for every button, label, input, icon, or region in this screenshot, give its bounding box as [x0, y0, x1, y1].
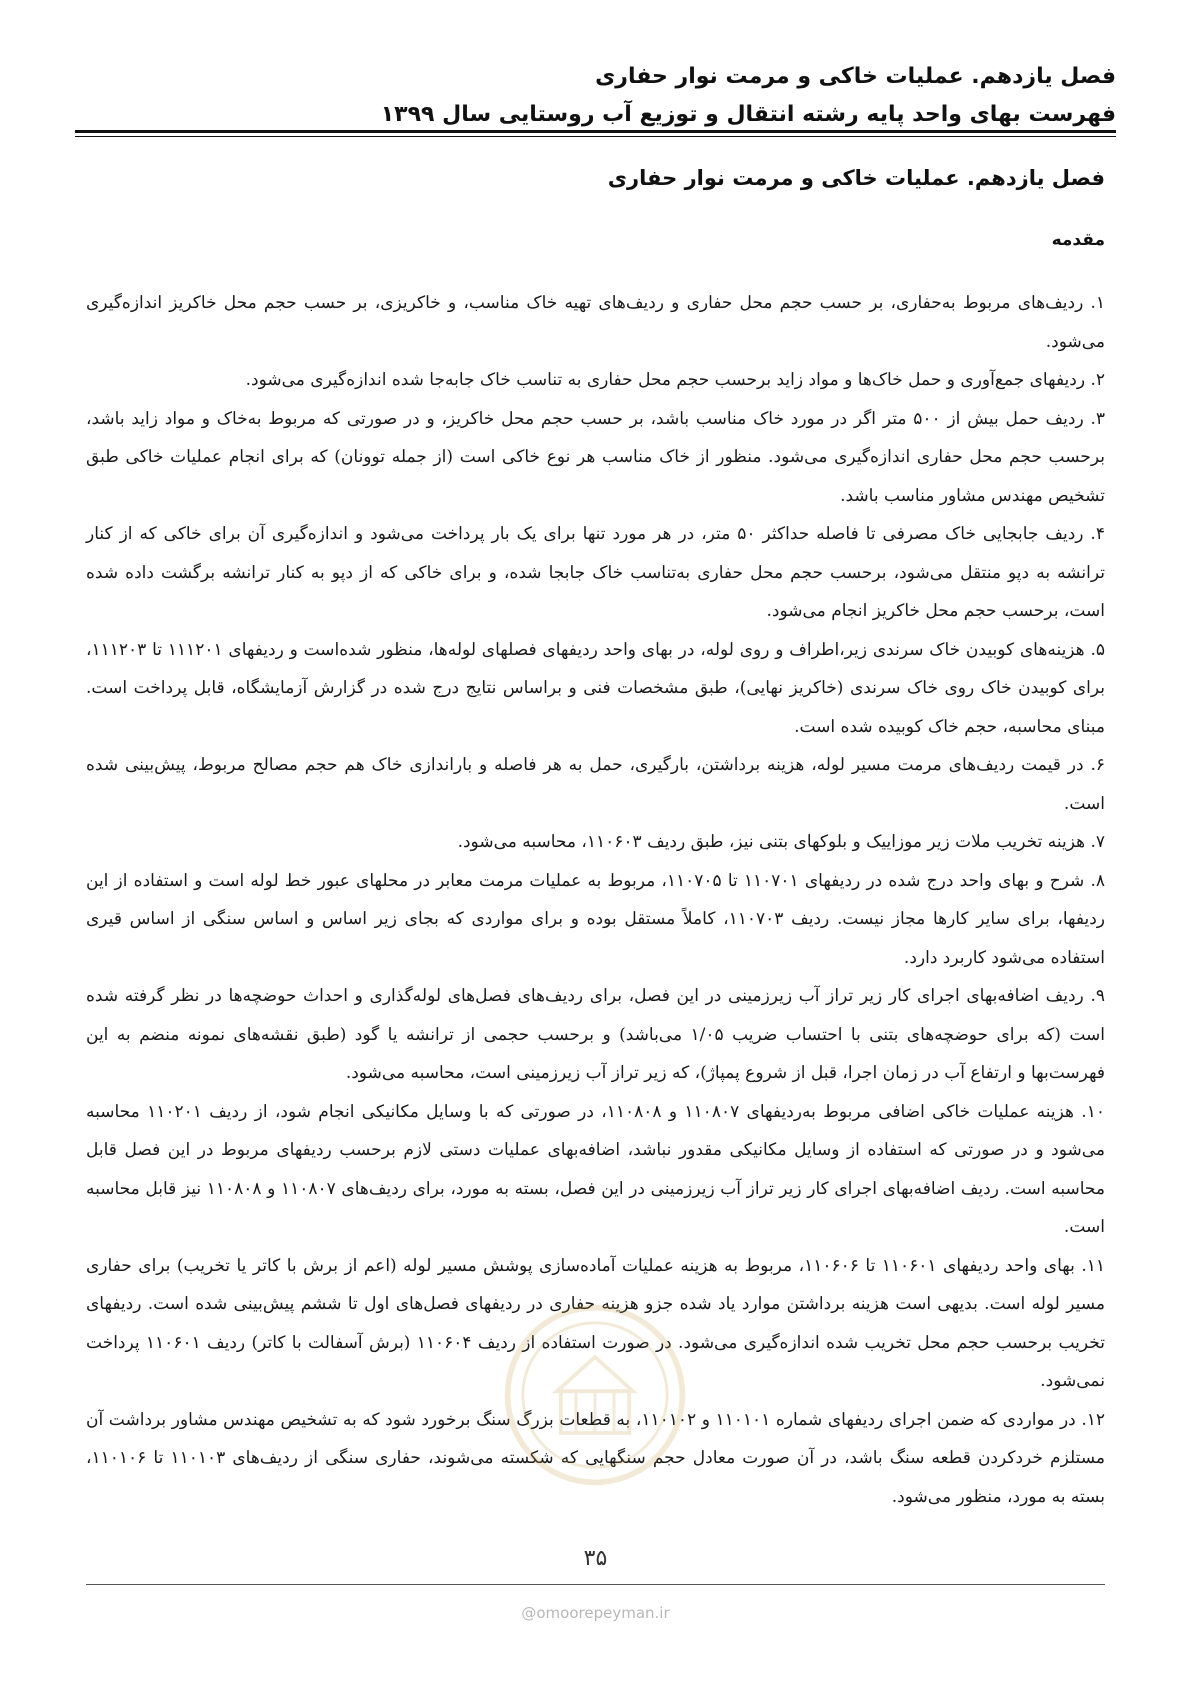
- paragraph-9: ۹. ردیف اضافه‌بهای اجرای کار زیر تراز آب زیرزمینی در این فصل، برای ردیف‌های فصل‌های لوله‌گذاری و احداث حوضچه‌ها در نظر گرفته شده است (که برای حوضچه‌های بتنی با احتساب ضریب ۱/۰۵ می‌باشد) و برحسب حجمی از ترانشه یا گود (طبق نقشه‌های نمونه منضم به این فهرست‌بها و ارتفاع آب در زمان اجرا، قبل از شروع پمپاژ)، که زیر تراز آب زیرزمینی است، محاسبه می‌شود.: [86, 986, 1105, 1083]
- header-divider-thick: [75, 130, 1116, 133]
- document-body: [86, 284, 1105, 1516]
- chapter-title: فصل یازدهم. عملیات خاکی و مرمت نوار حفاری: [607, 166, 1105, 190]
- paragraph-12: ۱۲. در مواردی که ضمن اجرای ردیفهای شماره ۱۱۰۱۰۱ و ۱۱۰۱۰۲، به قطعات بزرگ سنگ برخورد شود که به تشخیص مهندس مشاور برداشت آن مستلزم خردکردن قطعه سنگ باشد، در آن صورت معادل حجم سنگهایی که شکسته می‌شوند، حفاری سنگی از ردیف‌های ۱۱۰۱۰۳ تا ۱۱۰۱۰۶، بسته به مورد، منظور می‌شود.: [86, 1409, 1105, 1507]
- header-chapter-title: فصل یازدهم. عملیات خاکی و مرمت نوار حفاری: [595, 64, 1116, 89]
- header-divider-thin: [75, 136, 1116, 137]
- footer-divider: [86, 1584, 1105, 1585]
- paragraph-6: ۶. در قیمت ردیف‌های مرمت مسیر لوله، هزینه برداشتن، بارگیری، حمل به هر فاصله و باراندازی خاک هم حجم مصالح مربوط، پیش‌بینی شده است.: [86, 755, 1105, 814]
- page-number: ۳۵: [583, 1546, 608, 1571]
- paragraph-1: ۱. ردیف‌های مربوط به‌حفاری، بر حسب حجم محل حفاری و ردیف‌های تهیه خاک مناسب، و خاکریزی، بر حسب حجم محل خاکریز اندازه‌گیری می‌شود.: [86, 293, 1105, 352]
- header-document-title: فهرست بهای واحد پایه رشته انتقال و توزیع آب روستایی سال ۱۳۹۹: [380, 102, 1116, 127]
- paragraph-10: ۱۰. هزینه عملیات خاکی اضافی مربوط به‌ردیفهای ۱۱۰۸۰۷ و ۱۱۰۸۰۸، در صورتی که با وسایل مکانیکی انجام شود، از ردیف ۱۱۰۲۰۱ محاسبه می‌شود و در صورتی که استفاده از وسایل مکانیکی مقدور نباشد، اضافه‌بهای عملیات دستی لازم برحسب ردیفهای مربوط در این فصل قابل محاسبه است. ردیف اضافه‌بهای اجرای کار زیر تراز آب زیرزمینی در این فصل، بسته به مورد، برای ردیف‌های ۱۱۰۸۰۷ و ۱۱۰۸۰۸ نیز قابل محاسبه است.: [86, 1101, 1105, 1237]
- paragraph-5: ۵. هزینه‌های کوبیدن خاک سرندی زیر،اطراف و روی لوله، در بهای واحد ردیفهای فصلهای لوله‌ها، منظور شده‌است و ردیفهای ۱۱۱۲۰۱ تا ۱۱۱۲۰۳، برای کوبیدن خاک روی خاک سرندی (خاکریز نهایی)، طبق مشخصات فنی و براساس نتایج درج شده در گزارش آزمایشگاه، قابل پرداخت است. مبنای محاسبه، حجم خاک کوبیده شده است.: [86, 639, 1105, 737]
- paragraph-2: ۲. ردیفهای جمع‌آوری و حمل خاک‌ها و مواد زاید برحسب حجم محل حفاری به تناسب خاک جابه‌جا شده اندازه‌گیری می‌شود.: [245, 370, 1105, 390]
- paragraph-3: ۳. ردیف حمل بیش از ۵۰۰ متر اگر در مورد خاک مناسب باشد، بر حسب حجم محل خاکریز، و در صورتی که مربوط به‌خاک و مواد زاید باشد، برحسب حجم محل حفاری اندازه‌گیری می‌شود. منظور از خاک مناسب هر نوع خاکی است (از جمله توونان) که برای انجام عملیات خاکی طبق تشخیص مهندس مشاور مناسب باشد.: [86, 408, 1105, 506]
- paragraph-8: ۸. شرح و بهای واحد درج شده در ردیفهای ۱۱۰۷۰۱ تا ۱۱۰۷۰۵، مربوط به عملیات مرمت معابر در محلهای عبور خط لوله است و استفاده از این ردیفها، برای سایر کارها مجاز نیست. ردیف ۱۱۰۷۰۳، کاملاً مستقل بوده و برای مواردی که بجای زیر اساس و اساس سنگی از اساس قیری استفاده می‌شود کاربرد دارد.: [86, 870, 1105, 968]
- page-header: [75, 58, 1116, 134]
- section-title: مقدمه: [1051, 230, 1105, 250]
- paragraph-7: ۷. هزینه تخریب ملات زیر موزاییک و بلوکهای بتنی نیز، طبق ردیف ۱۱۰۶۰۳، محاسبه می‌شود.: [457, 832, 1105, 852]
- paragraph-4: ۴. ردیف جابجایی خاک مصرفی تا فاصله حداکثر ۵۰ متر، در هر مورد تنها برای یک بار پرداخت می‌شود و اندازه‌گیری آن برای خاکی که از کنار ترانشه به دپو منتقل می‌شود، برحسب حجم محل حفاری به‌تناسب خاک جابجا شده، و برای خاکی که از دپو به کنار ترانشه برگشت داده شده است، برحسب حجم محل خاکریز انجام می‌شود.: [86, 524, 1105, 621]
- watermark-site-label: @omoorepeyman.ir: [521, 1604, 670, 1622]
- paragraph-11: ۱۱. بهای واحد ردیفهای ۱۱۰۶۰۱ تا ۱۱۰۶۰۶، مربوط به هزینه عملیات آماده‌سازی پوشش مسیر لوله (اعم از برش با کاتر یا تخریب) برای حفاری مسیر لوله است. بدیهی است هزینه برداشتن موارد یاد شده جزو هزینه حفاری در ردیفهای فصل‌های اول تا ششم پیش‌بینی شده است. ردیفهای تخریب برحسب حجم محل تخریب شده اندازه‌گیری می‌شود. در صورت استفاده از ردیف ۱۱۰۶۰۴ (برش آسفالت با کاتر) ردیف ۱۱۰۶۰۱ پرداخت نمی‌شود.: [86, 1255, 1105, 1391]
